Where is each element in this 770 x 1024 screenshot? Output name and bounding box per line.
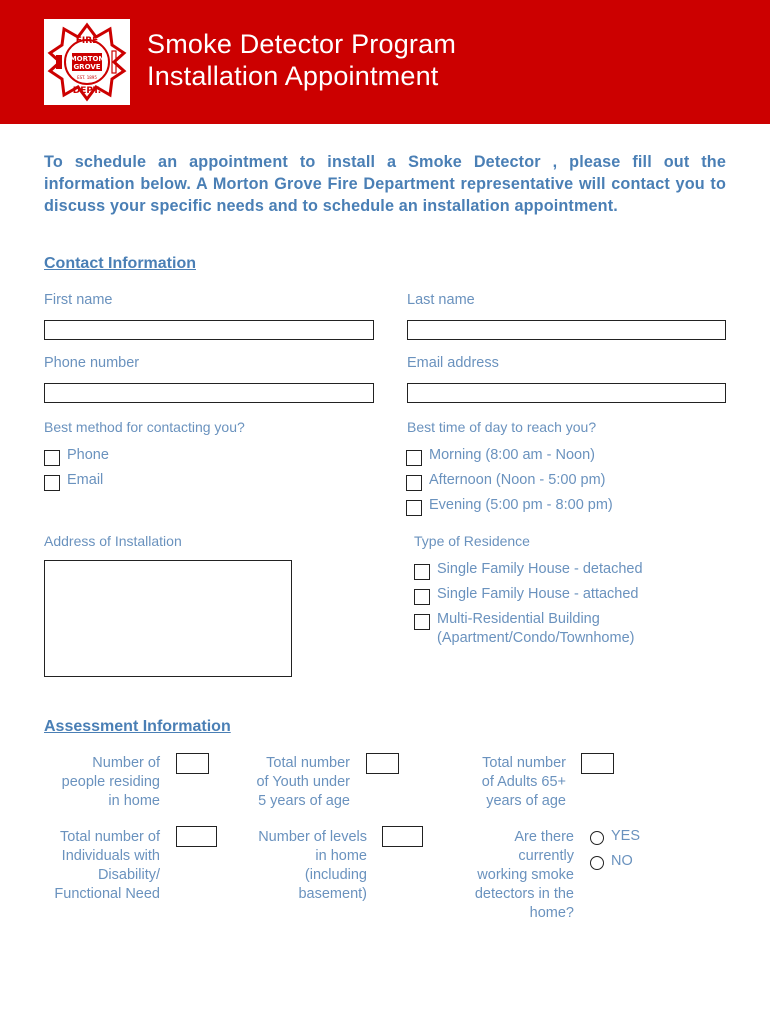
working-detectors-question: Are there currently working smoke detectors in the home? — [474, 829, 574, 921]
last-name-field[interactable] — [407, 320, 726, 340]
svg-text:GROVE: GROVE — [73, 63, 101, 71]
method-phone-checkbox[interactable] — [44, 450, 60, 466]
assessment-section-heading: Assessment Information — [44, 718, 231, 735]
detectors-yes-label: YES — [611, 828, 641, 844]
time-afternoon-label: Afternoon (Noon - 5:00 pm) — [429, 472, 606, 488]
intro-paragraph: To schedule an appointment to install a Smoke Detector , please fill out the information below. A Morton Grove Fire Department representative will contact you to discuss your specific needs and to schedule an installation appointment. — [44, 153, 726, 215]
residence-detached-checkbox[interactable] — [414, 564, 430, 580]
maltese-cross-icon — [44, 19, 130, 105]
disability-count-input[interactable] — [176, 826, 217, 847]
residence-attached-label: Single Family House - attached — [437, 586, 639, 602]
header-banner — [0, 0, 770, 124]
method-email-label: Email — [67, 472, 104, 488]
time-evening-label: Evening (5:00 pm - 8:00 pm) — [429, 497, 613, 513]
residence-multi-checkbox[interactable] — [414, 614, 430, 630]
phone-field[interactable] — [44, 383, 374, 403]
phone-label: Phone number — [44, 355, 140, 371]
youth-count-question: Total number of Youth under 5 years of age — [256, 755, 350, 809]
levels-count-input[interactable] — [382, 826, 423, 847]
time-morning-checkbox[interactable] — [406, 450, 422, 466]
residence-multi-label: Multi-Residential Building — [437, 611, 600, 627]
method-phone-label: Phone — [67, 447, 109, 463]
email-label: Email address — [407, 355, 499, 371]
people-residing-input[interactable] — [176, 753, 209, 774]
residence-multi-sublabel: (Apartment/Condo/Townhome) — [437, 630, 635, 646]
first-name-field[interactable] — [44, 320, 374, 340]
time-afternoon-checkbox[interactable] — [406, 475, 422, 491]
adults-65-input[interactable] — [581, 753, 614, 774]
svg-text:FIRE: FIRE — [75, 36, 99, 46]
address-textarea[interactable] — [44, 560, 292, 677]
detectors-no-radio[interactable] — [590, 856, 604, 870]
levels-question: Number of levels in home (including basement) — [258, 829, 367, 902]
svg-text:MORTON: MORTON — [69, 55, 105, 63]
youth-count-input[interactable] — [366, 753, 399, 774]
time-evening-checkbox[interactable] — [406, 500, 422, 516]
people-residing-question: Number of people residing in home — [61, 755, 160, 809]
method-email-checkbox[interactable] — [44, 475, 60, 491]
residence-type-label: Type of Residence — [414, 533, 530, 549]
title-line-1: Smoke Detector Program — [147, 29, 457, 59]
email-field[interactable] — [407, 383, 726, 403]
address-label: Address of Installation — [44, 533, 182, 549]
time-morning-label: Morning (8:00 am - Noon) — [429, 447, 596, 463]
residence-detached-label: Single Family House - detached — [437, 561, 643, 577]
last-name-label: Last name — [407, 292, 475, 308]
disability-question: Total number of Individuals with Disability/ Functional Need — [54, 829, 160, 902]
detectors-yes-radio[interactable] — [590, 831, 604, 845]
contact-time-label: Best time of day to reach you? — [407, 419, 597, 435]
svg-text:EST. 1895: EST. 1895 — [77, 75, 97, 80]
detectors-no-label: NO — [611, 853, 633, 869]
page-title — [147, 28, 456, 92]
first-name-label: First name — [44, 292, 113, 308]
contact-section-heading: Contact Information — [44, 255, 196, 272]
fire-department-logo — [44, 19, 130, 105]
residence-attached-checkbox[interactable] — [414, 589, 430, 605]
contact-method-label: Best method for contacting you? — [44, 419, 245, 435]
adults-65-question: Total number of Adults 65+ years of age — [481, 755, 566, 809]
title-line-2: Installation Appointment — [147, 61, 439, 91]
svg-text:DEPT.: DEPT. — [72, 86, 102, 96]
